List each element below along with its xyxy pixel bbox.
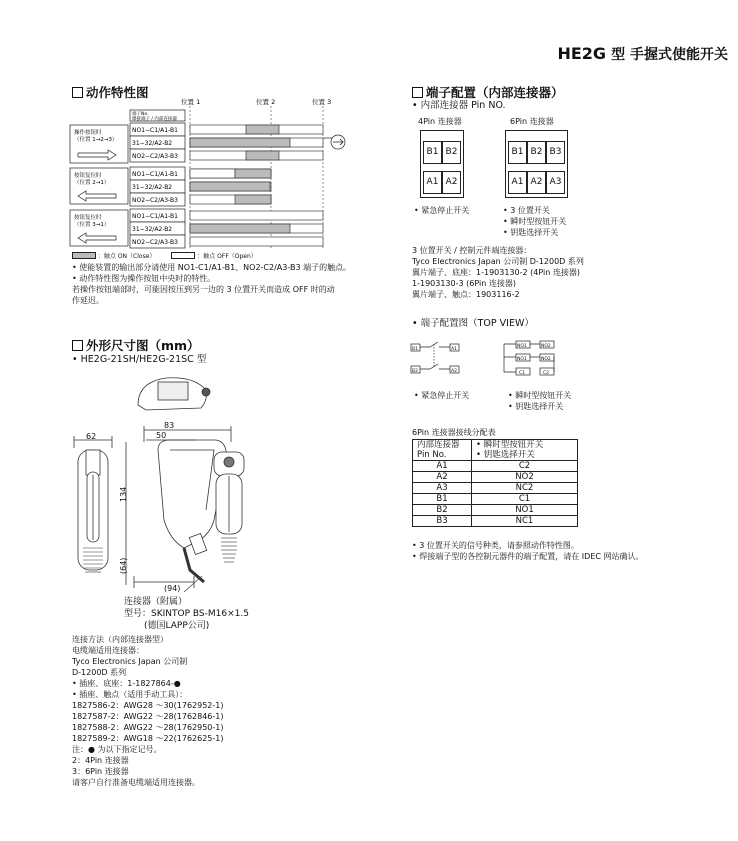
- connection-line: • 插座、触点（适用手动工具）：: [72, 690, 188, 699]
- control-line: 翼片端子、触点：1903116-2: [412, 290, 520, 299]
- row2-label-b: （位置 2→1）: [74, 180, 110, 186]
- dim-64: (64): [119, 557, 128, 574]
- tv-pin-a2: A2: [451, 369, 457, 374]
- control-line: Tyco Electronics Japan 公司制 D-1200D 系列: [412, 257, 584, 266]
- row1-terminal-2: 31−32/A2-B2: [132, 140, 173, 147]
- control-line: 1-1903130-3 (6Pin 连接器): [412, 279, 516, 288]
- row1-terminal-3: NO2−C2/A3-B3: [132, 153, 178, 160]
- row3-terminal-2: 31−32/A2-B2: [132, 226, 173, 233]
- connection-line: D-1200D 系列: [72, 668, 127, 677]
- connection-line: 注：● 为以下指定记号。: [72, 745, 162, 754]
- row3-label-a: 按钮复位时: [74, 215, 102, 221]
- connector-caption: [124, 596, 249, 632]
- position-label-1: 位置 1: [181, 98, 201, 106]
- control-line: 翼片端子、底座：1-1903130-2 (4Pin 连接器): [412, 268, 580, 277]
- connector-label: 连接器（附属）: [124, 597, 188, 607]
- table-row: A1 C2: [413, 461, 578, 472]
- tv-pin-c1: C1: [519, 371, 526, 376]
- col-header-1: 端子No.: [132, 112, 149, 117]
- row1-terminal-1: NO1−C1/A1-B1: [132, 127, 178, 134]
- connector-4pin: [420, 130, 464, 198]
- legend-switch: • 瞬时型按钮开关: [503, 217, 567, 226]
- legend-estop: • 紧急停止开关: [414, 206, 470, 215]
- tv-pin-c2: C2: [543, 371, 550, 376]
- wiring-table-title: 6Pin 连接器接线分配表: [412, 428, 496, 437]
- connection-line: 电缆端适用连接器：: [72, 646, 144, 655]
- dimension-drawing: [66, 370, 346, 600]
- tv-pin-no2-b: NO2: [541, 357, 551, 362]
- legend-switch: • 3 位置开关: [503, 206, 550, 215]
- connector-6pin: [505, 130, 568, 198]
- connection-line: 连接方法（内部连接器型）: [72, 635, 168, 644]
- operation-chart: [68, 98, 358, 258]
- connection-line: 2：4Pin 连接器: [72, 756, 129, 765]
- tv-legend-switch: • 钥匙选择开关: [508, 402, 564, 411]
- pin-b1: B1: [423, 141, 442, 164]
- pin-a1: A1: [508, 171, 527, 194]
- terminal-note: • 3 位置开关的信号种类，请参照动作特性图。: [412, 541, 579, 550]
- dim-83: 83: [164, 421, 175, 430]
- dim-62: 62: [86, 432, 97, 441]
- table-row: A2 NO2: [413, 472, 578, 483]
- connection-method: [72, 634, 224, 788]
- conn4-label: 4Pin 连接器: [418, 117, 462, 126]
- row2-terminal-2: 31−32/A2-B2: [132, 184, 173, 191]
- connector-model: 型号：SKINTOP BS-M16×1.5: [124, 609, 249, 619]
- tv-pin-b2: B2: [412, 369, 418, 374]
- table-row: B2 NO1: [413, 505, 578, 516]
- tv-legend-estop: • 紧急停止开关: [414, 391, 470, 400]
- connection-line: 1827589-2：AWG18 ～22(1762625-1): [72, 734, 224, 743]
- connection-line: 请客户自行准备电缆端适用连接器。: [72, 778, 200, 787]
- connection-line: • 插座、底座：1-1827864-●: [72, 679, 181, 688]
- operation-section-title: 动作特性图: [72, 83, 149, 101]
- row3-terminal-3: NO2−C2/A3-B3: [132, 239, 178, 246]
- control-line: 3 位置开关 / 控制元件端连接器：: [412, 246, 532, 255]
- connector-maker: (德国LAPP公司): [144, 621, 210, 631]
- control-connector-info: [412, 245, 584, 300]
- pin-b3: B3: [546, 141, 565, 164]
- tv-pin-a1: A1: [451, 347, 457, 352]
- connection-line: 1827588-2：AWG22 ～28(1762950-1): [72, 723, 224, 732]
- tv-pin-no1-b: NO1: [517, 357, 527, 362]
- pin-a3: A3: [546, 171, 565, 194]
- terminal-section-title: 端子配置（内部连接器）: [412, 83, 564, 101]
- operation-note: 作延迟。: [72, 296, 104, 305]
- legend-switch: • 钥匙选择开关: [503, 228, 559, 237]
- table-row: A3 NC2: [413, 483, 578, 494]
- pin-b2: B2: [527, 141, 546, 164]
- topview-title: • 端子配置图（TOP VIEW）: [412, 318, 534, 329]
- col-header-2: 爆接端子 / 内部连接器: [132, 117, 177, 122]
- connection-line: Tyco Electronics Japan 公司制: [72, 657, 188, 666]
- tv-pin-no2-a: NO2: [541, 344, 551, 349]
- row1-label-b: （位置 1→2→3）: [74, 137, 118, 143]
- operation-note: 若操作按钮端部时，可能因按压到另一边的 3 位置开关而造成 OFF 时的动: [72, 285, 335, 294]
- terminal-subtitle: • 内部连接器 Pin NO.: [412, 100, 506, 111]
- dimensions-section-title: 外形尺寸图（mm）: [72, 336, 200, 354]
- dim-134: 134: [119, 486, 128, 502]
- row3-terminal-1: NO1−C1/A1-B1: [132, 213, 178, 220]
- connection-line: 1827586-2：AWG28 ～30(1762952-1): [72, 701, 224, 710]
- table-header-row: [413, 440, 578, 461]
- dim-50: 50: [156, 431, 167, 440]
- topview-svg: [408, 336, 578, 384]
- operation-chart-svg: [68, 98, 358, 258]
- operation-note: • 动作特性图为操作按钮中央时的特性。: [72, 274, 216, 283]
- page-title: [557, 44, 728, 64]
- tv-pin-b1: B1: [412, 347, 418, 352]
- table-row: B3 NC1: [413, 516, 578, 527]
- table-head-left: 内部连接器 Pin No.: [413, 440, 472, 461]
- page-title-model: HE2G: [557, 44, 607, 63]
- dimensions-model: • HE2G-21SH/HE2G-21SC 型: [72, 354, 207, 365]
- legend-switches: [503, 205, 566, 238]
- page-title-text: 型 手握式使能开关: [611, 47, 728, 63]
- dimension-drawing-svg: [66, 370, 346, 600]
- connection-line: 3：6Pin 连接器: [72, 767, 129, 776]
- conn6-label: 6Pin 连接器: [510, 117, 554, 126]
- terminal-note: • 焊接端子型的各控制元器件的端子配置，请在 IDEC 网站确认。: [412, 552, 644, 561]
- row1-label-a: 操作按钮时: [74, 130, 102, 136]
- operation-legend: [72, 252, 257, 260]
- pin-b2: B2: [442, 141, 461, 164]
- dim-94: (94): [164, 584, 181, 593]
- terminal-notes: [412, 540, 644, 562]
- row3-label-b: （位置 3→1）: [74, 222, 110, 228]
- topview-diagram: [408, 336, 578, 384]
- row2-label-a: 按钮复位时: [74, 173, 102, 179]
- row2-terminal-3: NO2−C2/A3-B3: [132, 197, 178, 204]
- position-label-2: 位置 2: [256, 98, 276, 106]
- pin-a2: A2: [442, 171, 461, 194]
- pin-a2: A2: [527, 171, 546, 194]
- tv-pin-no1-a: NO1: [517, 344, 527, 349]
- legend-on-label: ：触点 ON（Close）: [97, 253, 156, 260]
- operation-notes: [72, 262, 351, 306]
- table-head-right: • 瞬时型按钮开关 • 钥匙选择开关: [472, 440, 578, 461]
- tv-legend-switch: • 瞬时型按钮开关: [508, 391, 572, 400]
- operation-note: • 使能装置的输出部分请使用 NO1-C1/A1-B1、NO2-C2/A3-B3 端子的触点。: [72, 263, 352, 272]
- pin-b1: B1: [508, 141, 527, 164]
- table-row: B1 C1: [413, 494, 578, 505]
- position-label-3: 位置 3: [312, 98, 332, 106]
- connection-line: 1827587-2：AWG22 ～28(1762846-1): [72, 712, 224, 721]
- legend-on-swatch: [72, 252, 96, 259]
- pin-a1: A1: [423, 171, 442, 194]
- tv-legend-switches: [508, 390, 571, 412]
- legend-off-label: ：触点 OFF（Open）: [197, 253, 257, 260]
- wiring-table: [412, 439, 578, 527]
- legend-off-swatch: [171, 252, 195, 259]
- row2-terminal-1: NO1−C1/A1-B1: [132, 171, 178, 178]
